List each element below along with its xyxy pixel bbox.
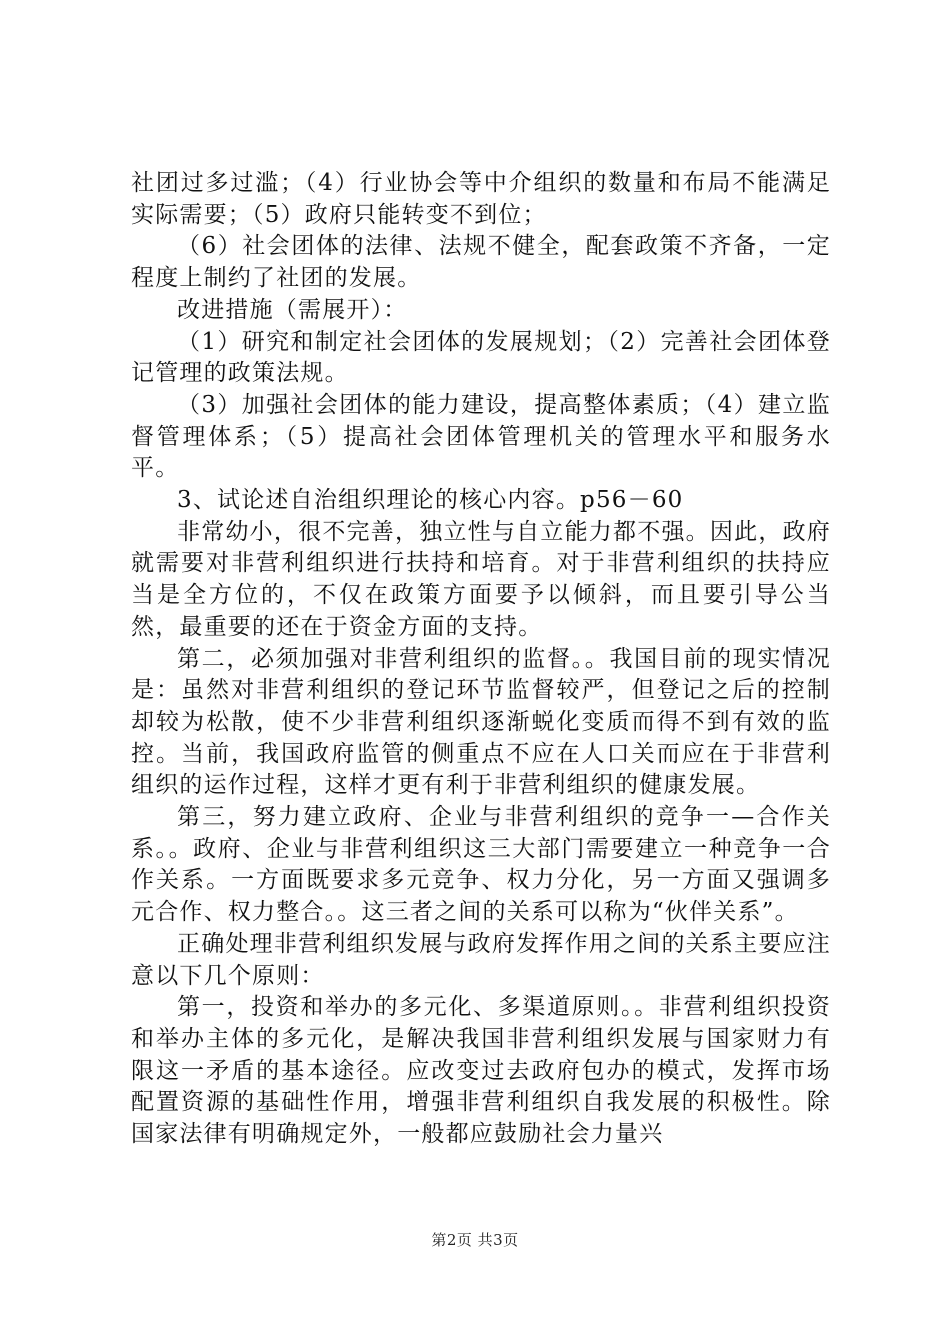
paragraph-1: 社团过多过滥；（4）行业协会等中介组织的数量和布局不能满足实际需要；（5）政府只能转变不到位； (131, 170, 831, 228)
question-heading: 3、试论述自治组织理论的核心内容。p56－60 (177, 487, 684, 514)
document-body (131, 168, 831, 1151)
paragraph-7: 非常幼小，很不完善，独立性与自立能力都不强。因此，政府就需要对非营利组织进行扶持和培育。对于非营利组织的扶持应当是全方位的，不仅在政策方面要予以倾斜，而且要引导公当然，最重要的还在于资金方面的支持。 (131, 518, 831, 640)
paragraph-2: （6）社会团体的法律、法规不健全，配套政策不齐备，一定程度上制约了社团的发展。 (131, 233, 831, 292)
paragraph-9: 第三，努力建立政府、企业与非营利组织的竞争一—合作关系。。政府、企业与非营利组织这三大部门需要建立一种竞争一合作关系。一方面既要求多元竞争、权力分化，另一方面又强调多元合作、权力整合。。这三者之间的关系可以称为“伙伴关系”。 (131, 804, 831, 926)
paragraph-8: 第二，必须加强对非营利组织的监督。。我国目前的现实情况是：虽然对非营利组织的登记环节监督较严，但登记之后的控制却较为松散，使不少非营利组织逐渐蜕化变质而得不到有效的监控。当前，我国政府监管的侧重点不应在人口关而应在于非营利组织的运作过程，这样才更有利于非营利组织的健康发展。 (131, 645, 831, 799)
page-number-label: 第2页 共3页 (431, 1231, 519, 1249)
paragraph-4: （1）研究和制定社会团体的发展规划；（2）完善社会团体登记管理的政策法规。 (131, 328, 831, 387)
paragraph-5: （3）加强社会团体的能力建设，提高整体素质；（4）建立监督管理体系；（5）提高社会团体管理机关的管理水平和服务水平。 (131, 391, 831, 482)
paragraph-11: 第一，投资和举办的多元化、多渠道原则。。非营利组织投资和举办主体的多元化，是解决我国非营利组织发展与国家财力有限这一矛盾的基本途径。应改变过去政府包办的模式，发挥市场配置资源的基础性作用，增强非营利组织自我发展的积极性。除国家法律有明确规定外，一般都应鼓励社会力量兴 (131, 994, 831, 1148)
page-footer (0, 1230, 950, 1250)
paragraph-10: 正确处理非营利组织发展与政府发挥作用之间的关系主要应注意以下几个原则： (131, 930, 831, 989)
paragraph-3: 改进措施（需展开）： (177, 296, 408, 323)
